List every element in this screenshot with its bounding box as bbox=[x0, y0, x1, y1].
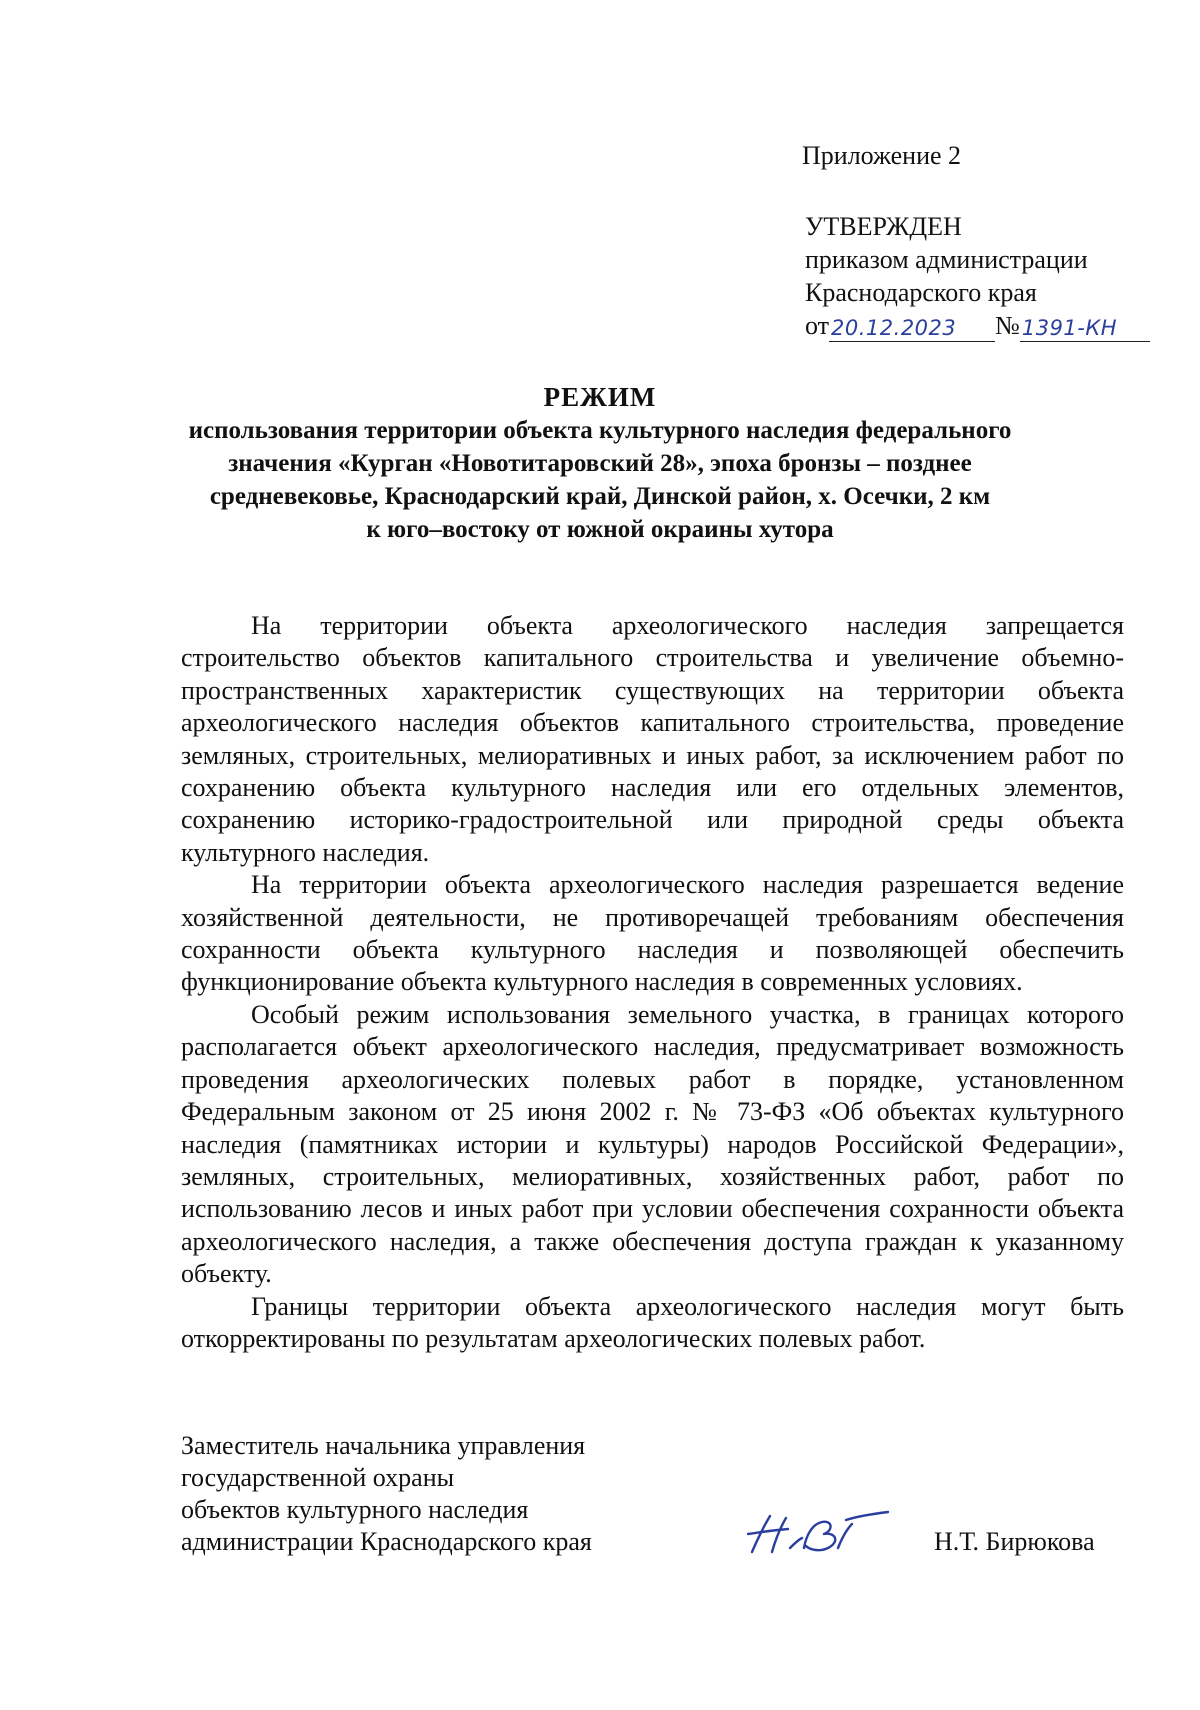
signer-name: Н.Т. Бирюкова bbox=[934, 1527, 1095, 1556]
order-date-number-line bbox=[805, 309, 1150, 342]
handwritten-number: 1391-КН bbox=[1021, 316, 1118, 340]
signature-position bbox=[181, 1430, 592, 1558]
title-sub-line3: средневековье, Краснодарский край, Динской район, х. Осечки, 2 км bbox=[209, 483, 991, 510]
handwritten-signature-icon bbox=[742, 1508, 892, 1558]
position-line4: администрации Краснодарского края bbox=[181, 1527, 592, 1556]
handwritten-date: 20.12.2023 bbox=[831, 316, 957, 340]
title-sub-line2: значения «Курган «Новотитаровский 28», эпоха бронзы – позднее bbox=[228, 450, 972, 477]
position-line1: Заместитель начальника управления bbox=[181, 1431, 586, 1460]
appendix-label: Приложение 2 bbox=[802, 141, 962, 170]
from-label: от bbox=[805, 311, 830, 340]
approved-label: УТВЕРЖДЕН bbox=[805, 212, 962, 241]
paragraph: На территории объекта археологического наследия запрещается строительство объектов капитального строительства и увеличение объемно-пространственных характеристик существующих на территории объекта археологического наследия объектов капитального строительства, проведение земляных, строительных, мелиоративных и иных работ, за исключением работ по сохранению объекта культурного наследия или его отдельных элементов, сохранению историко-градостроительной или природной среды объекта культурного наследия. bbox=[181, 611, 1124, 867]
position-line3: объектов культурного наследия bbox=[181, 1495, 529, 1524]
order-number-field bbox=[1020, 313, 1150, 342]
approved-by-line2: Краснодарского края bbox=[805, 278, 1037, 307]
title-sub-line4: к юго–востоку от южной окраины хутора bbox=[366, 516, 834, 543]
paragraph: На территории объекта археологического наследия разрешается ведение хозяйственной деятельности, не противоречащей требованиям обеспечения сохранности объекта культурного наследия и позволяющей обеспечить функционирование объекта культурного наследия в современных условиях. bbox=[181, 870, 1124, 997]
title-sub-line1: использования территории объекта культурного наследия федерального bbox=[188, 417, 1012, 444]
paragraph: Границы территории объекта археологического наследия могут быть откорректированы по результатам археологических полевых работ. bbox=[181, 1291, 1124, 1353]
position-line2: государственной охраны bbox=[181, 1463, 455, 1492]
approval-block bbox=[805, 210, 1150, 342]
document-body bbox=[181, 610, 1124, 1355]
title-main: РЕЖИМ bbox=[543, 382, 657, 412]
paragraph: Особый режим использования земельного участка, в границах которого располагается объект археологического наследия, предусматривает возможность проведения археологических полевых работ в порядке, установленном Федеральным законом от 25 июня 2002 г. № 73-ФЗ «Об объектах культурного наследия (памятниках истории и культуры) народов Российской Федерации», земляных, строительных, мелиоративных, хозяйственных работ, работ по использованию лесов и иных работ при условии обеспечения сохранности объекта археологического наследия, а также обеспечения доступа граждан к указанному объекту. bbox=[181, 999, 1124, 1289]
approved-by-line1: приказом администрации bbox=[805, 245, 1088, 274]
order-date-field bbox=[829, 313, 995, 342]
document-title bbox=[150, 380, 1050, 546]
number-label: № bbox=[995, 311, 1020, 340]
